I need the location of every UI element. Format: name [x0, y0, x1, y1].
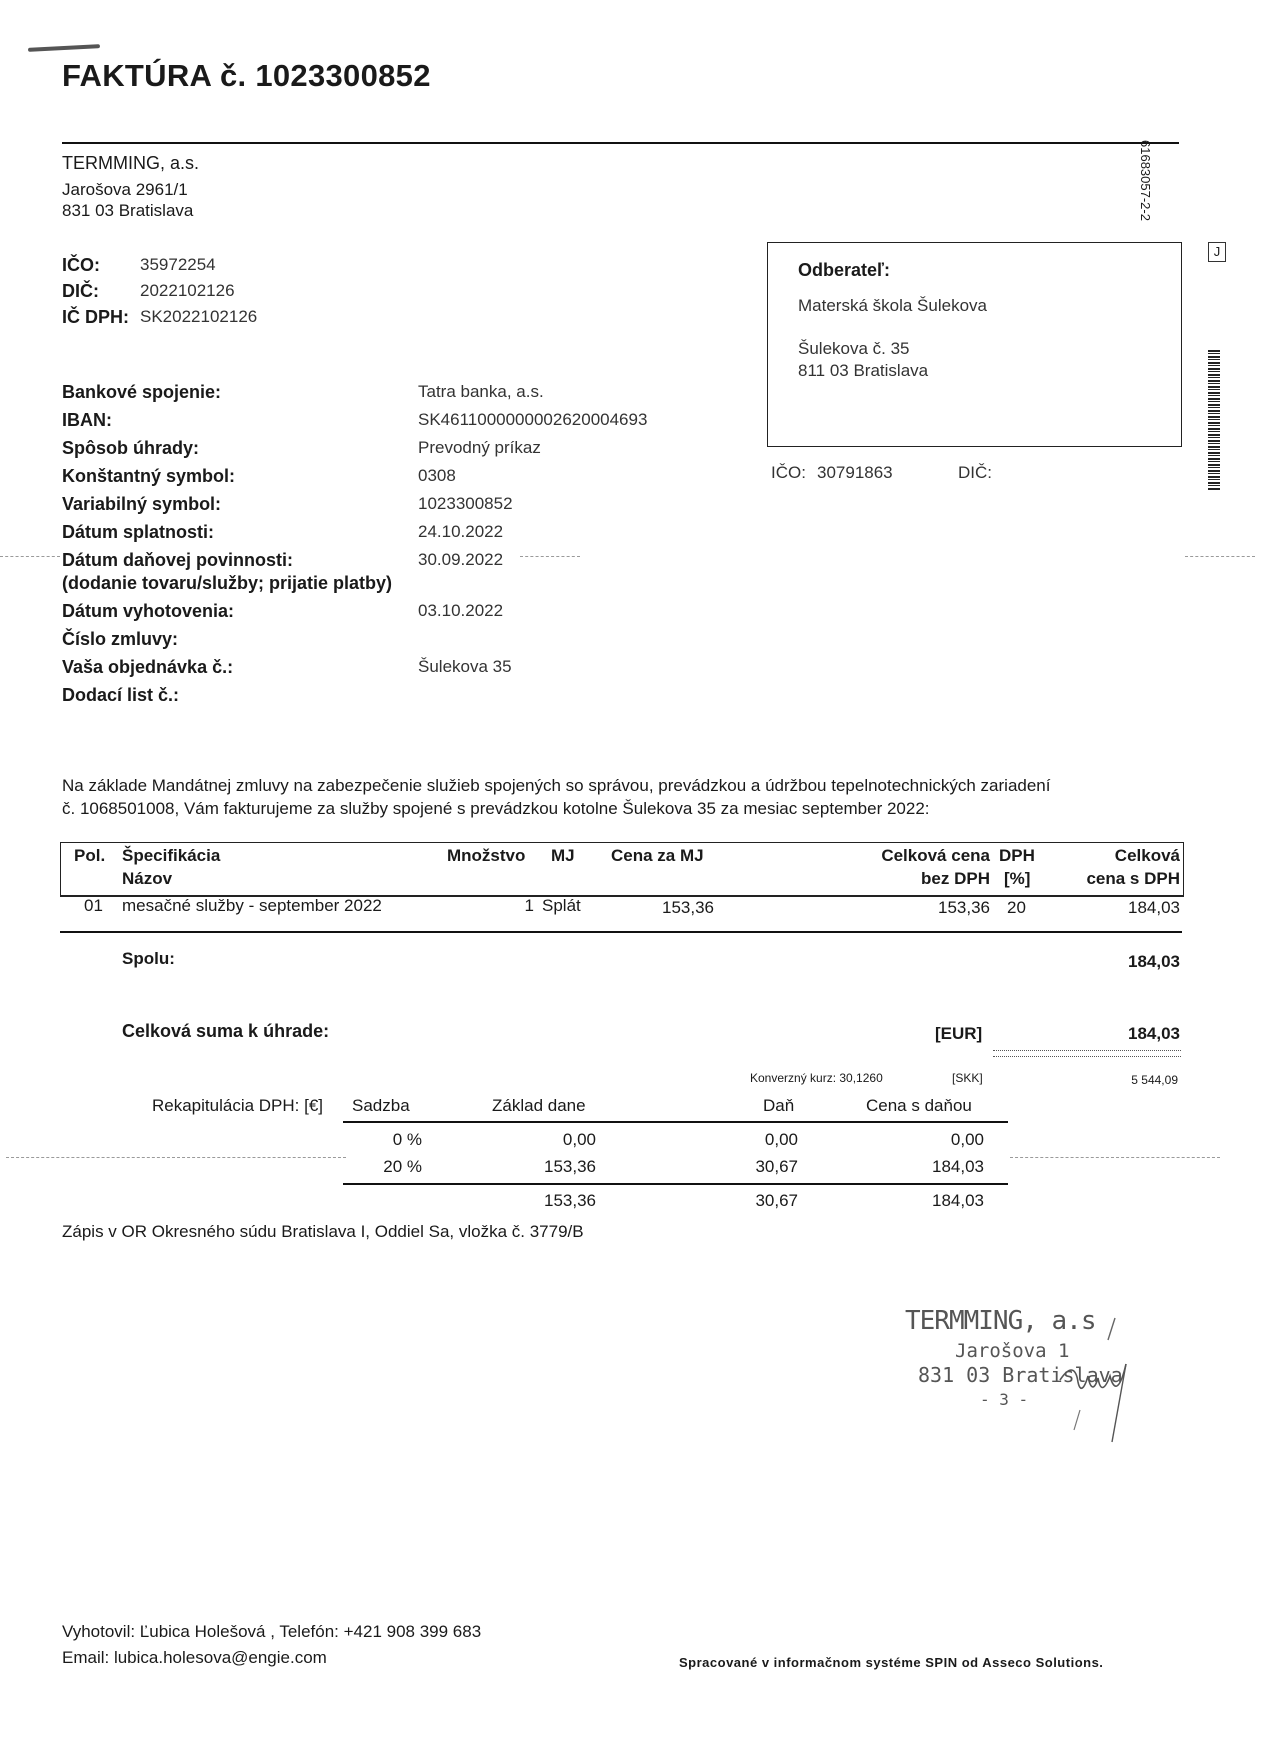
vat-header-tax: Daň: [763, 1096, 795, 1115]
supplier-icdph-value: SK2022102126: [140, 307, 258, 326]
payment-value: 03.10.2022: [418, 601, 504, 620]
payment-value: 0308: [418, 466, 456, 485]
vat-row-base: 153,36: [544, 1157, 596, 1176]
payment-value: Šulekova 35: [418, 657, 512, 676]
scan-fold-line: [0, 556, 60, 558]
title-divider: [62, 142, 1179, 144]
vat-row-base: 0,00: [562, 1130, 596, 1149]
spolu-label: Spolu:: [122, 949, 175, 968]
vat-header-base: Základ dane: [492, 1096, 586, 1115]
row-total-gross: 184,03: [1128, 898, 1180, 917]
supplier-ico-value: 35972254: [140, 255, 216, 274]
vat-recap-title: Rekapitulácia DPH: [€]: [152, 1096, 324, 1115]
vat-row-total: 0,00: [950, 1130, 984, 1149]
vat-header-total: Cena s daňou: [866, 1096, 972, 1115]
supplier-dic-value: 2022102126: [140, 281, 235, 300]
conversion-value: 5 544,09: [1131, 1073, 1178, 1087]
supplier-icdph-label: IČ DPH:: [62, 307, 129, 327]
col-header-total-net-sub: bez DPH: [921, 869, 990, 888]
vat-header-rate: Sadzba: [352, 1096, 410, 1115]
stamp-line: - 3 -: [980, 1390, 1029, 1409]
row-total-net: 153,36: [938, 898, 990, 917]
side-barcode: [1208, 350, 1220, 490]
col-header-vat: DPH: [999, 846, 1035, 865]
prepared-by: Vyhotovil: Ľubica Holešová , Telefón: +421 908 399 683: [62, 1622, 482, 1641]
vat-sum-base: 153,36: [544, 1191, 596, 1210]
contact-email: Email: lubica.holesova@engie.com: [62, 1648, 327, 1667]
payment-label: Dátum vyhotovenia:: [62, 601, 235, 621]
payment-value: 30.09.2022: [418, 550, 504, 569]
payment-value: 1023300852: [418, 494, 513, 513]
payment-label: Číslo zmluvy:: [62, 629, 179, 649]
due-underline: [993, 1050, 1181, 1057]
vat-sum-total: 184,03: [932, 1191, 984, 1210]
col-header-spec: Špecifikácia: [122, 846, 221, 865]
customer-label: Odberateľ:: [798, 260, 890, 280]
row-pol: 01: [84, 896, 103, 915]
stamp-line: 831 03 Bratislava: [918, 1363, 1123, 1387]
col-header-total-net: Celková cena: [881, 846, 990, 865]
side-code: 61683057-2-2: [1138, 140, 1153, 221]
due-value: 184,03: [1128, 1024, 1180, 1043]
col-header-total-gross: Celková: [1114, 846, 1180, 865]
stamp-line: Jarošova 1: [955, 1340, 1070, 1362]
system-note: Spracované v informačnom systéme SPIN od Asseco Solutions.: [679, 1655, 1104, 1670]
col-header-qty: Množstvo: [447, 846, 526, 865]
supplier-dic-label: DIČ:: [62, 281, 99, 301]
registration-note: Zápis v OR Okresného súdu Bratislava I, Oddiel Sa, vložka č. 3779/B: [62, 1222, 584, 1241]
col-header-mj: MJ: [551, 846, 575, 865]
payment-value: SK4611000000002620004693: [418, 410, 648, 429]
row-unit-price: 153,36: [662, 898, 714, 917]
row-mj: Splát: [542, 896, 581, 915]
vat-row-total: 184,03: [932, 1157, 984, 1176]
supplier-ico-label: IČO:: [62, 255, 100, 275]
vat-sum-tax: 30,67: [755, 1191, 798, 1210]
payment-value: Tatra banka, a.s.: [418, 382, 544, 401]
due-label: Celková suma k úhrade:: [122, 1021, 330, 1041]
payment-label: Spôsob úhrady:: [62, 438, 200, 458]
col-header-name: Názov: [122, 869, 173, 888]
payment-label: Vaša objednávka č.:: [62, 657, 234, 677]
scan-mark: [28, 44, 100, 52]
vat-sum-rule: [343, 1183, 1008, 1185]
customer-ico-label: IČO:: [771, 463, 806, 482]
supplier-city: 831 03 Bratislava: [62, 201, 194, 220]
payment-label: Bankové spojenie:: [62, 382, 222, 402]
spolu-value: 184,03: [1128, 952, 1180, 971]
scan-fold-line: [6, 1157, 346, 1159]
supplier-name: TERMMING, a.s.: [62, 153, 200, 173]
payment-label: Dátum daňovej povinnosti:: [62, 550, 294, 570]
customer-street: Šulekova č. 35: [798, 339, 910, 358]
payment-label: Dodací list č.:: [62, 685, 180, 705]
conversion-rate: Konverzný kurz: 30,1260: [750, 1071, 883, 1085]
vat-row-tax: 30,67: [755, 1157, 798, 1176]
payment-label: Dátum splatnosti:: [62, 522, 215, 542]
stamp-line: TERMMING, a.s: [905, 1306, 1096, 1336]
scan-fold-line: [1185, 556, 1255, 558]
customer-ico-value: 30791863: [817, 463, 893, 482]
col-header-vat-sub: [%]: [1004, 869, 1031, 888]
vat-header-rule: [343, 1121, 1008, 1123]
payment-value: 24.10.2022: [418, 522, 504, 541]
scan-fold-line: [520, 556, 580, 558]
payment-label: Konštantný symbol:: [62, 466, 236, 486]
col-header-unit-price: Cena za MJ: [611, 846, 704, 865]
col-header-pol: Pol.: [74, 846, 106, 865]
col-header-total-gross-sub: cena s DPH: [1086, 869, 1180, 888]
invoice-title: FAKTÚRA č. 1023300852: [62, 58, 431, 93]
payment-label: (dodanie tovaru/služby; prijatie platby): [62, 573, 393, 593]
intro-line-2: č. 1068501008, Vám fakturujeme za služby spojené s prevádzkou kotolne Šulekova 35 za mesiac september 2022:: [62, 799, 930, 818]
customer-dic-label: DIČ:: [958, 463, 992, 482]
table-bottom-rule: [60, 931, 1182, 933]
supplier-street: Jarošova 2961/1: [62, 180, 188, 199]
intro-line-1: Na základe Mandátnej zmluvy na zabezpečenie služieb spojených so správou, prevádzkou a údržbou tepelnotechnických zariadení: [62, 776, 1051, 795]
payment-label: IBAN:: [62, 410, 112, 430]
signature: [1040, 1310, 1170, 1450]
row-vat: 20: [1007, 898, 1026, 917]
payment-value: Prevodný príkaz: [418, 438, 541, 457]
conversion-currency: [SKK]: [952, 1071, 983, 1085]
scan-fold-line: [1010, 1157, 1220, 1159]
due-currency: [EUR]: [935, 1024, 983, 1043]
row-name: mesačné služby - september 2022: [122, 896, 382, 915]
vat-row-tax: 0,00: [764, 1130, 798, 1149]
vat-row-rate: 0 %: [392, 1130, 422, 1149]
customer-city: 811 03 Bratislava: [798, 361, 929, 380]
side-box: J: [1208, 242, 1226, 262]
payment-label: Variabilný symbol:: [62, 494, 222, 514]
row-qty: 1: [524, 896, 534, 915]
customer-name: Materská škola Šulekova: [798, 296, 987, 315]
vat-row-rate: 20 %: [383, 1157, 422, 1176]
